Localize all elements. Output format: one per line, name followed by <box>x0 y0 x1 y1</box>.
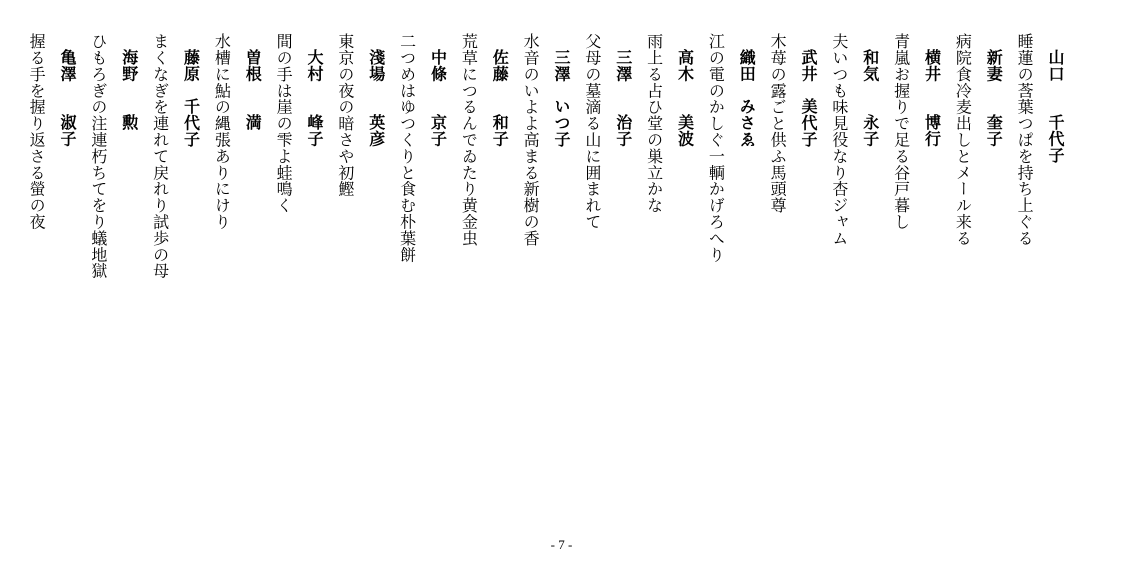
author-family-name: 武井 <box>799 49 818 82</box>
author-name <box>785 33 816 519</box>
haiku-text: 父母の墓滴る山に囲まれて <box>582 33 602 230</box>
haiku-text: 夫いつも味見役なり杏ジャム <box>829 33 849 247</box>
author-given-name: 博行 <box>922 114 942 148</box>
author-given-name: 淑子 <box>58 114 77 148</box>
author-family-name: 三澤 <box>613 49 633 82</box>
author-family-name: 曽根 <box>243 49 263 82</box>
author-name <box>229 33 263 519</box>
author-family-name: 海野 <box>119 49 139 82</box>
author-given-name: 満 <box>243 114 263 131</box>
author-family-name: 三澤 <box>552 49 571 82</box>
author-name <box>44 33 75 519</box>
author-given-name: 峰子 <box>305 114 324 148</box>
haiku-text: 二つめはゆつくりと食む朴葉餅 <box>397 33 417 263</box>
haiku-text: 東京の夜の暗さや初鰹 <box>335 33 355 197</box>
author-given-name: 和子 <box>490 114 510 148</box>
author-family-name: 織田 <box>737 49 757 82</box>
haiku-columns <box>13 33 1063 513</box>
author-family-name: 高木 <box>675 49 695 82</box>
haiku-text: 水音のいよよ高まる新樹の香 <box>521 33 541 247</box>
haiku-text: まくなぎを連れて戻れり試歩の母 <box>150 33 170 279</box>
author-given-name: 美代子 <box>799 97 818 148</box>
author-name <box>662 33 693 519</box>
author-name <box>415 33 446 519</box>
author-given-name: 千代子 <box>181 97 201 148</box>
author-name <box>909 33 940 519</box>
author-given-name: 永子 <box>860 114 880 148</box>
author-family-name: 佐藤 <box>490 49 510 82</box>
author-name <box>168 33 199 519</box>
author-name <box>291 33 322 519</box>
author-given-name: 治子 <box>613 114 633 148</box>
author-family-name: 山口 <box>1046 49 1065 82</box>
page-number: - 7 - <box>550 537 573 552</box>
author-name <box>476 33 510 519</box>
haiku-text: 木苺の露ごと供ふ馬頭尊 <box>768 33 788 214</box>
haiku-text: 青嵐お握りで足る谷戸暮し <box>891 33 911 230</box>
author-family-name: 中條 <box>428 49 448 82</box>
haiku-text: 睡蓮の莟葉つぱを持ち上ぐる <box>1015 33 1035 247</box>
author-family-name: 亀澤 <box>58 49 77 82</box>
author-given-name: 勲 <box>119 114 139 131</box>
haiku-text: 雨上る占ひ堂の巣立かな <box>644 33 664 214</box>
author-family-name: 大村 <box>305 49 324 82</box>
haiku-text: 江の電のかしぐ一輌かげろへり <box>706 33 726 263</box>
author-name <box>723 33 757 519</box>
haiku-text: 病院食冷麦出しとメール来る <box>953 33 973 247</box>
author-family-name: 藤原 <box>181 49 201 82</box>
author-given-name: 奎子 <box>984 114 1004 148</box>
haiku-text: 間の手は崖の雫よ蛙鳴く <box>274 33 294 214</box>
author-family-name: 横井 <box>922 49 942 82</box>
author-family-name: 新妻 <box>984 49 1004 82</box>
author-given-name: 美波 <box>675 114 695 148</box>
haiku-text: 荒草につるんでゐたり黄金虫 <box>459 33 479 247</box>
author-name <box>106 33 137 519</box>
author-name <box>353 33 384 519</box>
author-given-name: いつ子 <box>552 97 571 148</box>
author-family-name: 和気 <box>860 49 880 82</box>
author-given-name: 京子 <box>428 114 448 148</box>
haiku-text: ひもろぎの注連朽ちてをり蟻地獄 <box>88 33 108 279</box>
author-family-name: 淺場 <box>366 49 386 82</box>
author-name <box>538 33 569 519</box>
haiku-text: 握る手を握り返さる螢の夜 <box>27 33 47 230</box>
author-name <box>970 33 1004 519</box>
author-given-name: みさゑ <box>737 97 757 148</box>
author-given-name: 千代子 <box>1046 114 1065 164</box>
haiku-text: 水槽に鮎の縄張ありにけり <box>212 33 232 230</box>
author-name <box>1032 33 1063 519</box>
author-name <box>600 33 631 519</box>
author-given-name: 英彦 <box>366 114 386 148</box>
author-name <box>847 33 878 519</box>
